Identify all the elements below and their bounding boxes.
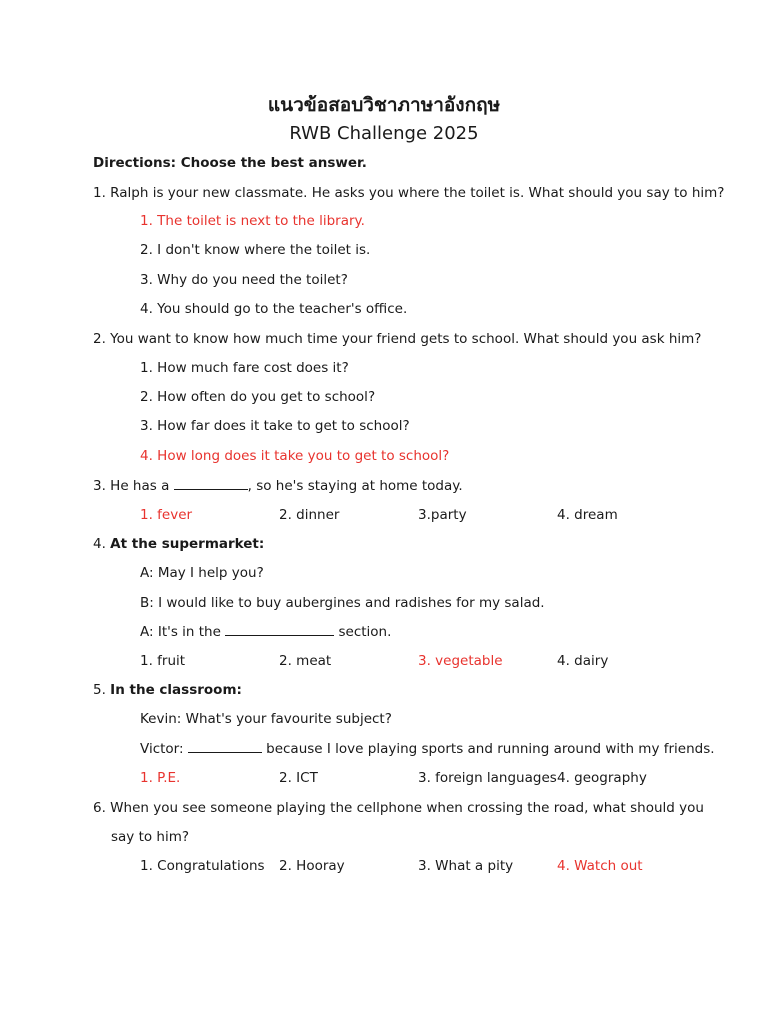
question-4-dialogue-2: B: I would like to buy aubergines and radishes for my salad. (140, 595, 545, 611)
answer-blank (225, 623, 334, 636)
question-4-dialogue-1: A: May I help you? (140, 565, 264, 581)
question-3-stem-start: 3. He has a (93, 478, 174, 494)
question-2-option-4: 4. How long does it take you to get to school? (140, 448, 450, 464)
question-2-stem: 2. You want to know how much time your friend gets to school. What should you ask him? (93, 331, 702, 347)
question-4-option-4: 4. dairy (557, 653, 609, 669)
question-5-dialogue-2 (140, 740, 715, 758)
question-4-option-2: 2. meat (279, 653, 332, 669)
question-3-option-4: 4. dream (557, 507, 618, 523)
question-5-dialogue-2-start: Victor: (140, 741, 188, 757)
question-2-option-2: 2. How often do you get to school? (140, 389, 376, 405)
question-5-option-3: 3. foreign languages (418, 770, 557, 786)
question-3-stem (93, 477, 463, 495)
answer-blank (188, 740, 262, 753)
question-4-option-3: 3. vegetable (418, 653, 503, 669)
question-2-option-3: 3. How far does it take to get to school? (140, 418, 410, 434)
question-4-number: 4. (93, 536, 111, 552)
question-4-dialogue-3-end: section. (334, 624, 392, 640)
answer-blank (174, 477, 248, 490)
question-5-dialogue-2-end: because I love playing sports and running around with my friends. (261, 741, 715, 757)
question-6-stem-line-1: 6. When you see someone playing the cellphone when crossing the road, what should you (93, 800, 704, 816)
question-5-dialogue-1: Kevin: What's your favourite subject? (140, 711, 392, 727)
question-3-option-3: 3.party (418, 507, 467, 523)
question-4-title: At the supermarket: (110, 536, 265, 552)
question-6-option-2: 2. Hooray (279, 858, 345, 874)
question-6-stem-line-2: say to him? (111, 829, 190, 845)
question-1-option-4: 4. You should go to the teacher's office. (140, 301, 408, 317)
question-3-option-2: 2. dinner (279, 507, 340, 523)
question-2-option-1: 1. How much fare cost does it? (140, 360, 349, 376)
question-6-option-3: 3. What a pity (418, 858, 514, 874)
question-4-heading (93, 535, 264, 553)
question-5-option-2: 2. ICT (279, 770, 318, 786)
question-4-dialogue-3-start: A: It's in the (140, 624, 226, 640)
question-1-option-1: 1. The toilet is next to the library. (140, 213, 365, 229)
exam-title: RWB Challenge 2025 (289, 123, 479, 144)
question-1-stem: 1. Ralph is your new classmate. He asks you where the toilet is. What should you say to him? (93, 185, 725, 201)
question-5-heading (93, 681, 242, 699)
thai-title: แนวข้อสอบวิชาภาษาอังกฤษ (267, 94, 501, 116)
question-3-option-1: 1. fever (140, 507, 193, 523)
question-5-number: 5. (93, 682, 111, 698)
question-6-option-1: 1. Congratulations (140, 858, 265, 874)
question-5-option-1: 1. P.E. (140, 770, 181, 786)
question-6-option-4: 4. Watch out (557, 858, 643, 874)
question-4-dialogue-3 (140, 623, 391, 641)
question-1-option-3: 3. Why do you need the toilet? (140, 272, 348, 288)
question-5-title: In the classroom: (110, 682, 242, 698)
question-4-option-1: 1. fruit (140, 653, 186, 669)
question-1-option-2: 2. I don't know where the toilet is. (140, 242, 371, 258)
directions: Directions: Choose the best answer. (93, 155, 367, 171)
question-3-stem-end: , so he's staying at home today. (247, 478, 463, 494)
question-5-option-4: 4. geography (557, 770, 647, 786)
